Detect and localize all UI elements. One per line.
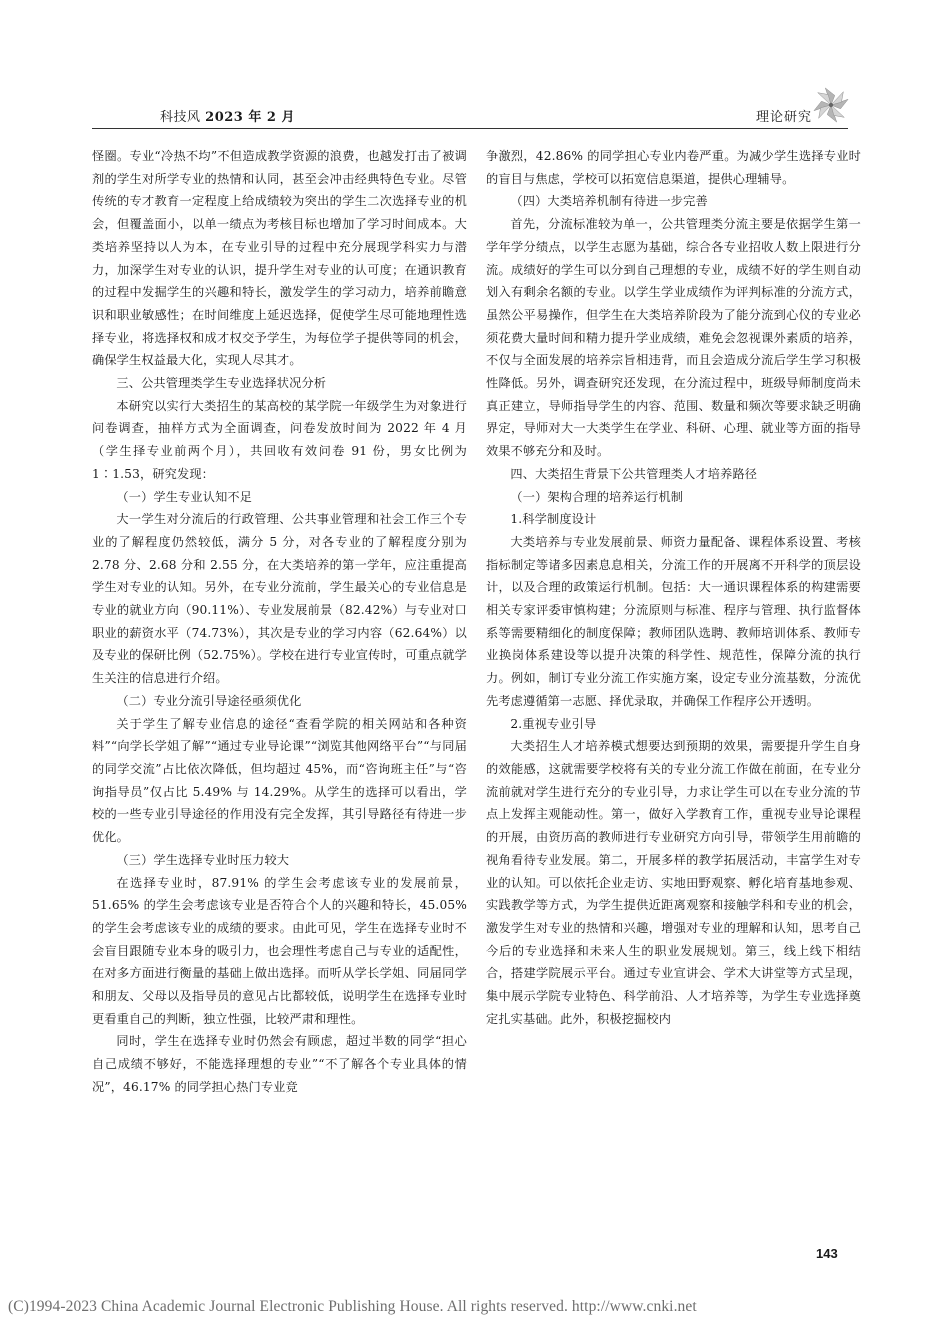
section-heading: （三）学生选择专业时压力较大 <box>116 852 290 867</box>
section-heading: （一）架构合理的培养运行机制 <box>510 489 684 504</box>
page-number: 143 <box>816 1246 838 1261</box>
journal-name: 科技风 <box>160 110 201 125</box>
body-paragraph: 同时，学生在选择专业时仍然会有顾虑，超过半数的同学“担心自己成绩不够好，不能选择理想的专业”“不了解各个专业具体的情况”，46.17% 的同学担心热门专业竞 <box>92 1034 467 1094</box>
right-column <box>486 145 861 1030</box>
section-heading: 四、大类招生背景下公共管理类人才培养路径 <box>510 466 758 481</box>
body-paragraph: 首先，分流标准较为单一，公共管理类分流主要是依据学生第一学年学分绩点，以学生志愿为基础，综合各专业招收人数上限进行分流。成绩好的学生可以分到自己理想的专业，成绩不好的学生则自动划入有剩余名额的专业。以学生学业成绩作为评判标准的分流方式，虽然公平易操作，但学生在大类培养阶段为了能分流到心仪的专业必须花费大量时间和精力提升学业成绩，难免会忽视课外素质的培养，不仅与全面发展的培养宗旨相违背，而且会造成分流后学生学习积极性降低。另外，调查研究还发现，在分流过程中，班级导师制度尚未真正建立，导师指导学生的内容、范围、数量和频次等要求缺乏明确界定，导师对大一大类学生在学业、科研、心理、就业等方面的指导效果不够充分和及时。 <box>486 217 861 459</box>
section-heading: 三、公共管理类学生专业选择状况分析 <box>116 376 327 391</box>
left-column <box>92 145 467 1099</box>
header-rule <box>92 128 848 129</box>
body-paragraph: 大类培养与专业发展前景、师资力量配备、课程体系设置、考核指标制定等诸多因素息息相关，分流工作的开展离不开科学的顶层设计，以及合理的政策运行机制。包括：大一通识课程体系的构建需要相关专家评委审慎构建；分流原则与标准、程序与管理、执行监督体系等需要精细化的制度保障；教师团队选聘、教师培训体系、教师专业换岗体系建设等以提升决策的科学性、规范性，保障分流的执行力。例如，制订专业分流工作实施方案，设定专业分流基数，分流优先考虑遵循第一志愿、择优录取，并确保工作程序公开透明。 <box>486 534 861 708</box>
copyright-footer: (C)1994-2023 China Academic Journal Electronic Publishing House. All rights reserved. http://www.cnki.net <box>8 1298 697 1315</box>
body-paragraph: 关于学生了解专业信息的途径“查看学院的相关网站和各种资料”“向学长学姐了解”“通过专业导论课”“浏览其他网络平台”“与同届的同学交流”占比依次降低，但均超过 45%，而“咨询班主任”与“咨询指导员”仅占比 5.49% 与 14.29%。从学生的选择可以看出，学校的一些专业引导途径的作用没有完全发挥，其引导路径有待进一步优化。 <box>92 716 467 845</box>
body-paragraph: 本研究以实行大类招生的某高校的某学院一年级学生为对象进行问卷调查，抽样方式为全面调查，问卷发放时间为 2022 年 4 月（学生择专业前两个月），共回收有效问卷 91 份，男女比例为 1∶1.53，研究发现： <box>92 398 467 481</box>
section-heading: （四）大类培养机制有待进一步完善 <box>510 194 708 209</box>
body-paragraph-continued: 争激烈，42.86% 的同学担心专业内卷严重。为减少学生选择专业时的盲目与焦虑，学校可以拓宽信息渠道，提供心理辅导。 <box>486 149 861 186</box>
section-heading: （二）专业分流引导途径亟须优化 <box>116 693 302 708</box>
body-paragraph: 大类招生人才培养模式想要达到预期的效果，需要提升学生自身的效能感，这就需要学校将有关的专业分流工作做在前面，在专业分流前就对学生进行充分的专业引导，力求让学生可以在专业分流的节点上发挥主观能动性。第一，做好入学教育工作，重视专业导论课程的开展，由资历高的教师进行专业研究方向引导，带领学生用前瞻的视角看待专业发展。第二，开展多样的教学拓展活动，丰富学生对专业的认知。可以依托企业走访、实地田野观察、孵化培育基地参观、实践教学等方式，为学生提供近距离观察和接触学科和专业的机会，激发学生对专业的热情和兴趣，增强对专业的理解和认知，思考自己今后的专业选择和未来人生的职业发展规划。第三，线上线下相结合，搭建学院展示平台。通过专业宣讲会、学术大讲堂等方式呈现，集中展示学院专业特色、科学前沿、人才培养等，为学生专业选择奠定扎实基础。此外，积极挖掘校内 <box>486 739 861 1026</box>
running-header-section: 理论研究 <box>756 110 813 125</box>
body-paragraph-continued: 怪圈。专业“冷热不均”不但造成教学资源的浪费，也越发打击了被调剂的学生对所学专业的热情和认同，甚至会冲击经典特色专业。尽管传统的专才教育一定程度上给成绩较为突出的学生二次选择专业的机会，但覆盖面小，以单一绩点为考核目标也增加了学习时间成本。大类培养坚持以人为本，在专业引导的过程中充分展现学科实力与潜力，加深学生对专业的认识，提升学生对专业的认可度；在通识教育的过程中发掘学生的兴趣和特长，激发学生的学习动力，培养前瞻意识和职业敏感性；在时间维度上延迟选择，促使学生尽可能地理性选择专业，将选择权和成才权交予学生，为每位学子提供等同的机会，确保学生权益最大化，实现人尽其才。 <box>92 149 467 368</box>
section-heading: 1.科学制度设计 <box>510 512 597 527</box>
body-paragraph: 在选择专业时，87.91% 的学生会考虑该专业的发展前景，51.65% 的学生会考虑该专业是否符合个人的兴趣和特长，45.05% 的学生会考虑该专业的成绩的要求。由此可见，学生在选择专业时不会盲目跟随专业本身的吸引力，也会理性考虑自己与专业的适配性，在对多方面进行衡量的基础上做出选择。而听从学长学姐、同届同学和朋友、父母以及指导员的意见占比都较低，说明学生在选择专业时更看重自己的判断，独立性强，比较严肃和理性。 <box>92 875 467 1026</box>
journal-issue: 2023 年 2 月 <box>205 110 295 125</box>
section-heading: 2.重视专业引导 <box>510 716 597 731</box>
section-heading: （一）学生专业认知不足 <box>116 489 253 504</box>
running-header-journal <box>160 106 295 125</box>
body-paragraph: 大一学生对分流后的行政管理、公共事业管理和社会工作三个专业的了解程度仍然较低，满分 5 分，对各专业的了解程度分别为 2.78 分、2.68 分和 2.55 分，在大类培养的第一学年，应注重提高学生对专业的认知。另外，在专业分流前，学生最关心的专业信息是专业的就业方向（90.11%）、专业发展前景（82.42%）与专业对口职业的薪资水平（74.73%），其次是专业的学习内容（62.64%）以及专业的保研比例（52.75%）。学校在进行专业宣传时，可重点就学生关注的信息进行介绍。 <box>92 512 467 686</box>
pinwheel-logo-icon <box>812 86 850 124</box>
